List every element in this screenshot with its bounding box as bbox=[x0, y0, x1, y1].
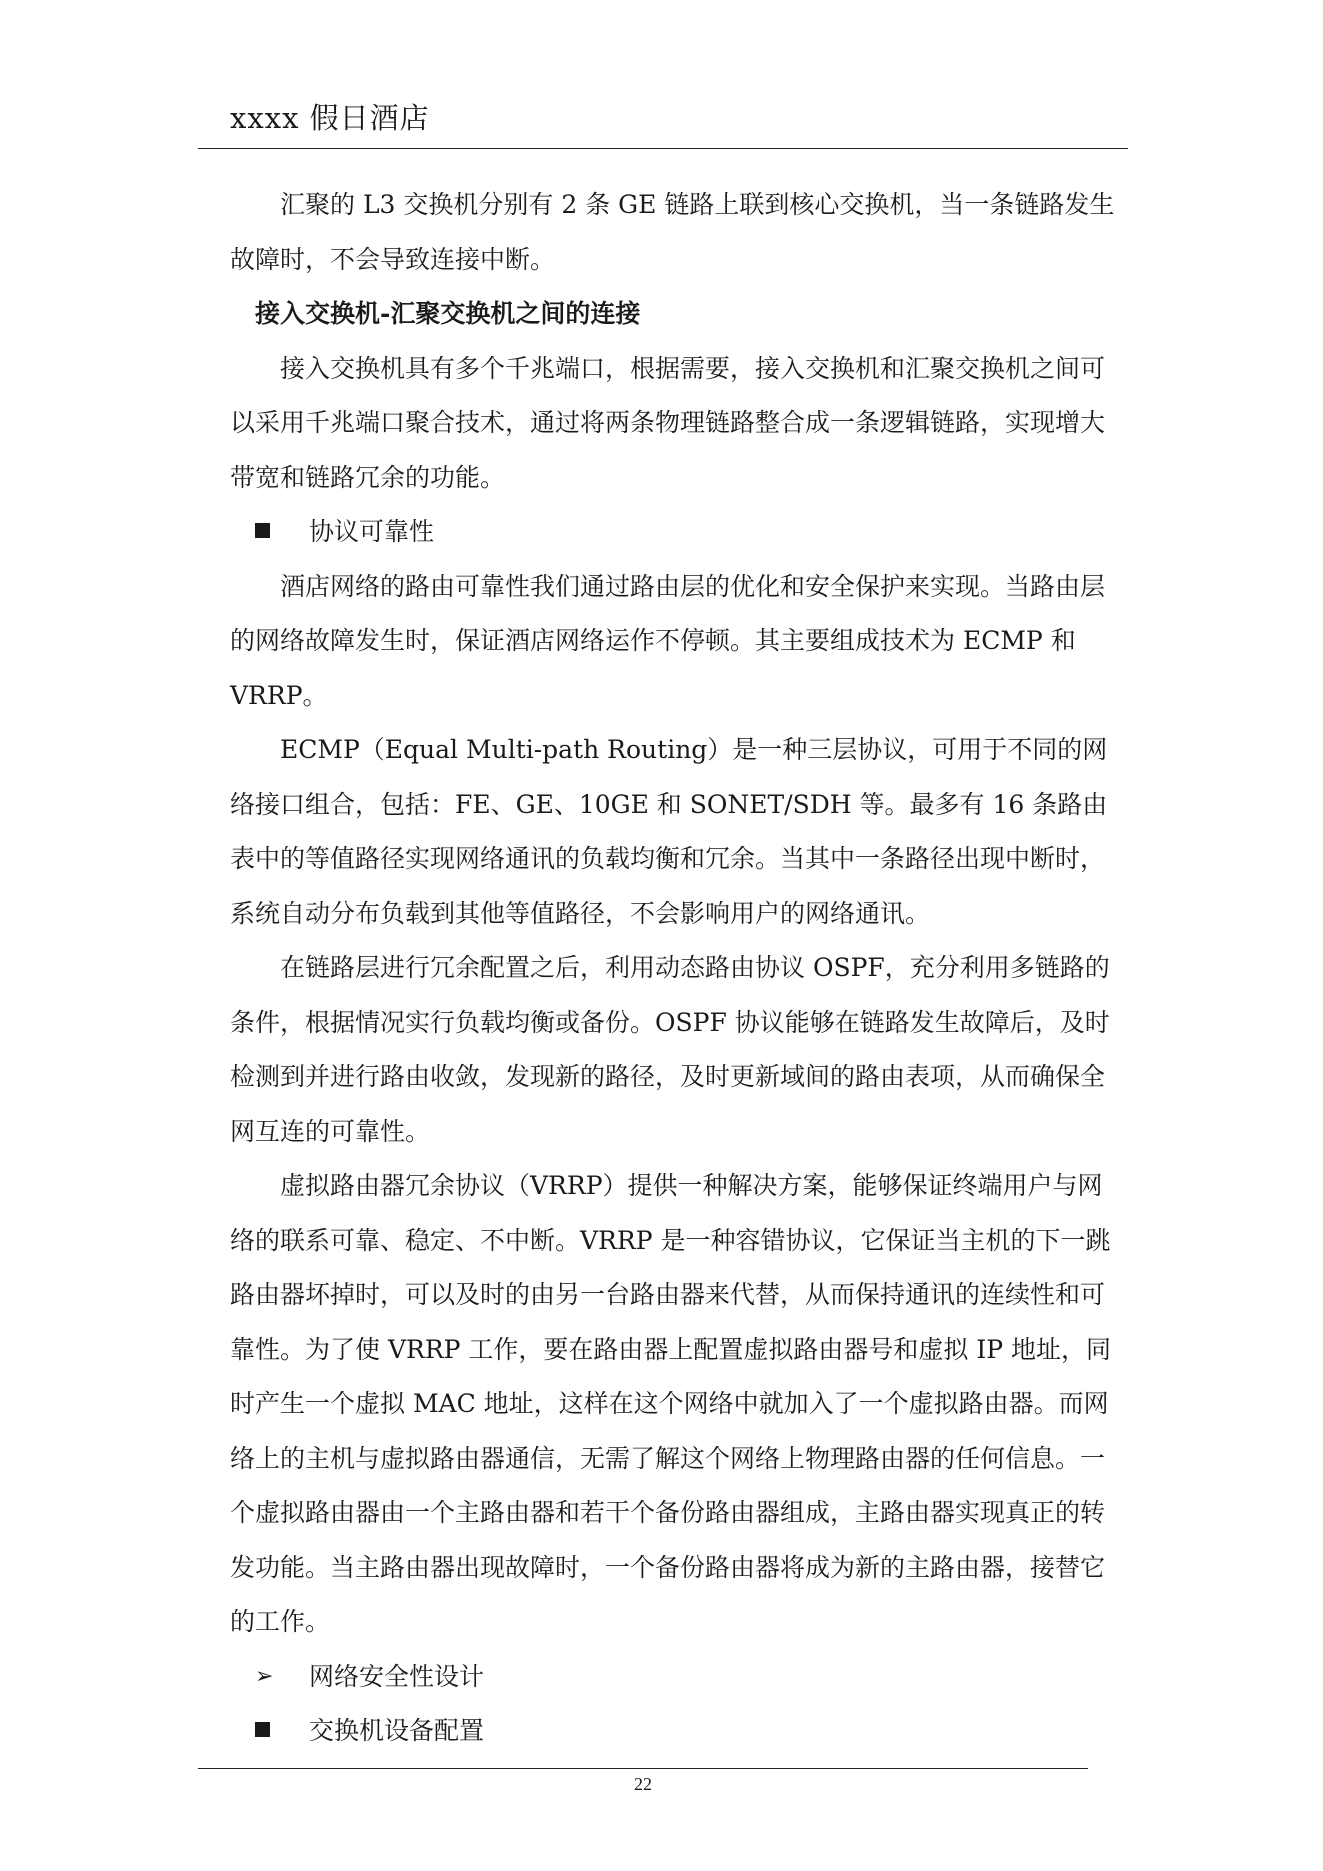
bullet-label: 协议可靠性 bbox=[309, 517, 435, 546]
section-heading-access-aggregation: 接入交换机-汇聚交换机之间的连接 bbox=[255, 299, 641, 328]
arrow-bullet-icon: ➢ bbox=[255, 1663, 274, 1689]
page-number: 22 bbox=[634, 1774, 652, 1794]
bullet-label: 交换机设备配置 bbox=[309, 1716, 485, 1745]
document-body bbox=[230, 178, 1118, 1759]
bullet-item-protocol-reliability bbox=[230, 505, 1118, 560]
square-bullet-icon bbox=[255, 505, 309, 560]
arrow-item-network-security bbox=[230, 1650, 1118, 1705]
header-divider bbox=[198, 148, 1128, 149]
paragraph-aggregation-uplink: 汇聚的 L3 交换机分别有 2 条 GE 链路上联到核心交换机，当一条链路发生故障时，不会导致连接中断。 bbox=[230, 190, 1115, 274]
paragraph-port-aggregation: 接入交换机具有多个千兆端口，根据需要，接入交换机和汇聚交换机之间可以采用千兆端口聚合技术，通过将两条物理链路整合成一条逻辑链路，实现增大带宽和链路冗余的功能。 bbox=[230, 353, 1106, 492]
arrow-item-label: 网络安全性设计 bbox=[309, 1661, 485, 1691]
bullet-item-switch-config bbox=[230, 1704, 1118, 1759]
paragraph-routing-reliability: 酒店网络的路由可靠性我们通过路由层的优化和安全保护来实现。当路由层的网络故障发生时，保证酒店网络运作不停顿。其主要组成技术为 ECMP 和 VRRP。 bbox=[230, 571, 1106, 710]
square-bullet-icon bbox=[255, 1704, 309, 1759]
paragraph-vrrp: 虚拟路由器冗余协议（VRRP）提供一种解决方案，能够保证终端用户与网络的联系可靠、稳定、不中断。VRRP 是一种容错协议，它保证当主机的下一跳路由器坏掉时，可以及时的由另一台路由器来代替，从而保持通讯的连续性和可靠性。为了使 VRRP 工作，要在路由器上配置虚拟路由器号和虚拟 IP 地址，同时产生一个虚拟 MAC 地址，这样在这个网络中就加入了一个虚拟路由器。而网络上的主机与虚拟路由器通信，无需了解这个网络上物理路由器的任何信息。一个虚拟路由器由一个主路由器和若干个备份路由器组成，主路由器实现真正的转发功能。当主路由器出现故障时，一个备份路由器将成为新的主路由器，接替它的工作。 bbox=[230, 1171, 1112, 1636]
page-header-title: xxxx 假日酒店 bbox=[230, 101, 430, 135]
footer-divider bbox=[198, 1768, 1088, 1769]
paragraph-ecmp: ECMP（Equal Multi-path Routing）是一种三层协议，可用于不同的网络接口组合，包括：FE、GE、10GE 和 SONET/SDH 等。最多有 16 条路由表中的等值路径实现网络通讯的负载均衡和冗余。当其中一条路径出现中断时，系统自动分布负载到其他等值路径，不会影响用户的网络通讯。 bbox=[230, 735, 1108, 928]
paragraph-ospf: 在链路层进行冗余配置之后，利用动态路由协议 OSPF，充分利用多链路的条件，根据情况实行负载均衡或备份。OSPF 协议能够在链路发生故障后，及时检测到并进行路由收敛，发现新的路径，及时更新域间的路由表项，从而确保全网互连的可靠性。 bbox=[230, 953, 1110, 1146]
